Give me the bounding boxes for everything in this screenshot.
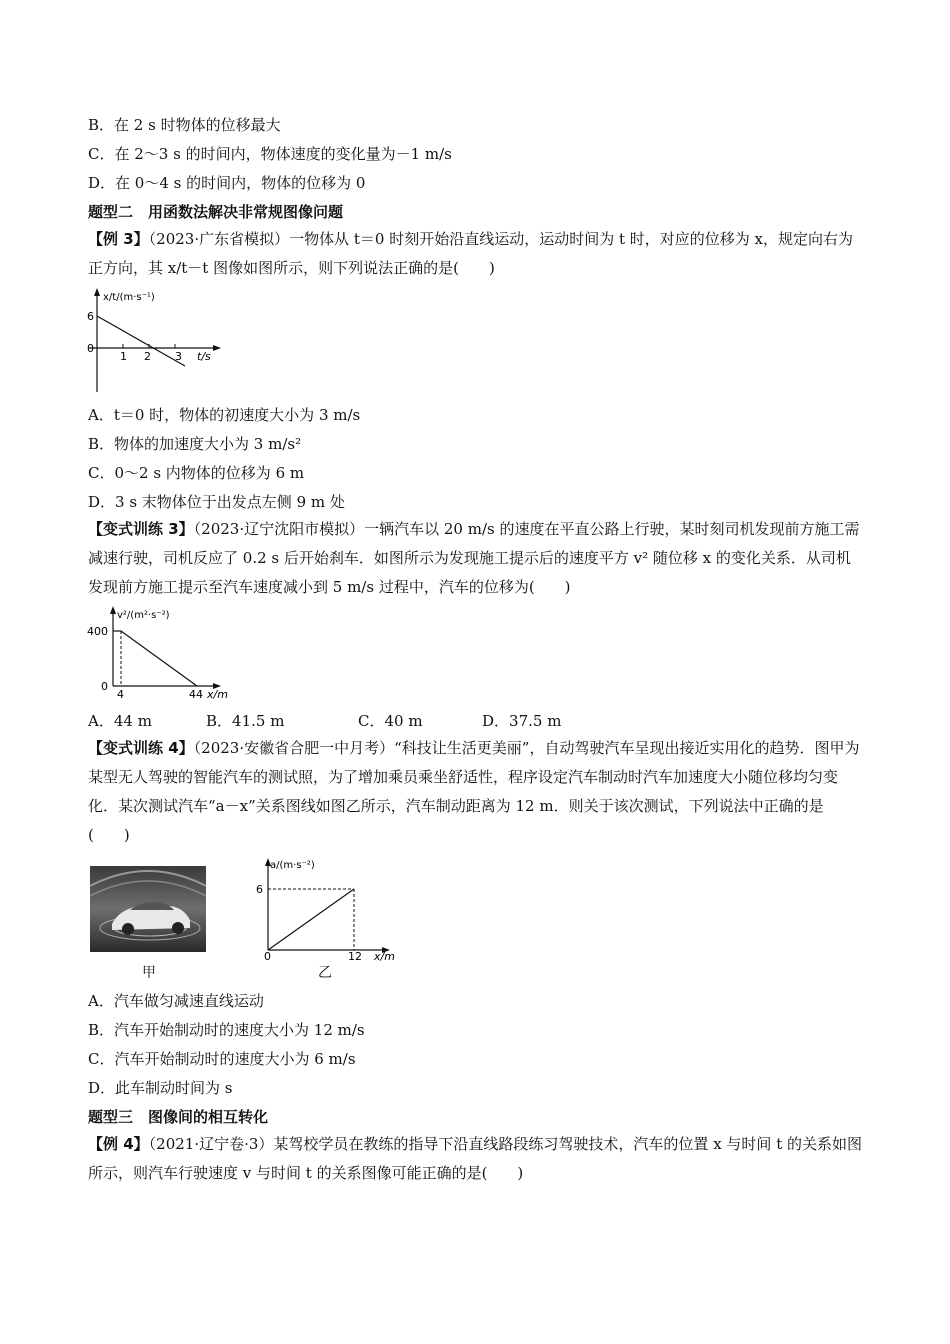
variant-3-stem [88,515,863,602]
graph-a-ylabel: a/(m·s⁻²) [270,860,315,871]
option-c-prev: C．在 2～3 s 的时间内，物体速度的变化量为－1 m/s [88,145,452,163]
car-photo-image [90,866,206,952]
graph-v2-y400: 400 [87,625,108,638]
graph-xt-tick-2: 2 [144,350,151,363]
variant-3-option-a: A．44 m [88,712,152,730]
variant-4-stem [88,734,863,850]
variant-3-tag: 【变式训练 3】 [88,520,194,538]
example-3-option-b: B．物体的加速度大小为 3 m/s² [88,435,302,453]
variant-4-option-d: D．此车制动时间为 s [88,1079,233,1097]
example-3-stem [88,225,863,283]
graph-a-x [248,856,408,962]
graph-v2-x4: 4 [117,688,124,700]
graph-v2-origin: 0 [101,680,108,693]
graph-xt-ylabel: x/t/(m·s⁻¹) [103,292,155,303]
variant-4-option-b: B．汽车开始制动时的速度大小为 12 m/s [88,1021,365,1039]
variant-3-options [88,711,561,731]
car-test-photo [90,866,206,952]
variant-3-option-c: C．40 m [358,712,423,730]
example-3-option-d: D．3 s 末物体位于出发点左侧 9 m 处 [88,493,345,511]
section-title-2: 题型二 用函数法解决非常规图像问题 [88,203,344,221]
example-3-tag: 【例 3】 [88,230,149,248]
variant-4-option-c: C．汽车开始制动时的速度大小为 6 m/s [88,1050,356,1068]
graph-v2-x44: 44 [189,688,203,700]
variant-4-tag: 【变式训练 4】 [88,739,194,757]
graph-xt-xlabel: t/s [197,350,211,363]
variant-4-text: （2023·安徽省合肥一中月考）“科技让生活更美丽”，自动驾驶汽车呈现出接近实用化的趋势．图甲为某型无人驾驶的智能汽车的测试照，为了增加乘员乘坐舒适性，程序设定汽车制动时汽车加速度大小随位移均匀变化．某次测试汽车“a－x”关系图线如图乙所示，汽车制动距离为 12 m．则关于该次测试，下列说法中正确的是( ) [88,739,860,844]
variant-3-text: （2023·辽宁沈阳市模拟）一辆汽车以 20 m/s 的速度在平直公路上行驶，某时刻司机发现前方施工需减速行驶，司机反应了 0.2 s 后开始刹车．如图所示为发现施工提示后的速度平方 v² 随位移 x 的变化关系．从司机发现前方施工提示至汽车速度减小到 5 m/s 过程中，汽车的位移为( ) [88,520,860,596]
graph-a-x12: 12 [348,950,362,962]
option-d-prev: D．在 0～4 s 的时间内，物体的位移为 0 [88,174,366,192]
example-3-option-a: A．t＝0 时，物体的初速度大小为 3 m/s [88,406,361,424]
graph-v2-ylabel: v²/(m²·s⁻²) [117,610,170,621]
graph-v2-xlabel: x/m [207,688,228,700]
example-4-text: （2021·辽宁卷·3）某驾校学员在教练的指导下沿直线路段练习驾驶技术，汽车的位置 x 与时间 t 的关系如图所示，则汽车行驶速度 v 与时间 t 的关系图像可能正确的是( ) [88,1135,862,1182]
example-3-option-c: C．0～2 s 内物体的位移为 6 m [88,464,305,482]
section-title-3: 题型三 图像间的相互转化 [88,1108,269,1126]
graph-a-xlabel: x/m [374,950,395,962]
graph-xt-t [85,286,225,396]
variant-3-option-d: D．37.5 m [482,712,562,730]
graph-a-origin: 0 [264,950,271,962]
graph-xt-origin: 0 [87,342,94,355]
example-4-tag: 【例 4】 [88,1135,149,1153]
graph-xt-tick-1: 1 [120,350,127,363]
option-b-prev: B．在 2 s 时物体的位移最大 [88,116,281,134]
graph-a-y6: 6 [256,883,263,896]
caption-photo: 甲 [142,965,156,981]
graph-xt-tick-3: 3 [175,350,182,363]
graph-v2-x [85,604,245,700]
graph-xt-y6: 6 [87,310,94,323]
example-3-text: （2023·广东省模拟）一物体从 t＝0 时刻开始沿直线运动，运动时间为 t 时，对应的位移为 x，规定向右为正方向，其 x/t－t 图像如图所示，则下列说法正确的是( ) [88,230,854,277]
caption-graph: 乙 [318,965,332,981]
example-4-stem [88,1130,863,1188]
variant-4-option-a: A．汽车做匀减速直线运动 [88,992,264,1010]
variant-3-option-b: B．41.5 m [206,712,285,730]
